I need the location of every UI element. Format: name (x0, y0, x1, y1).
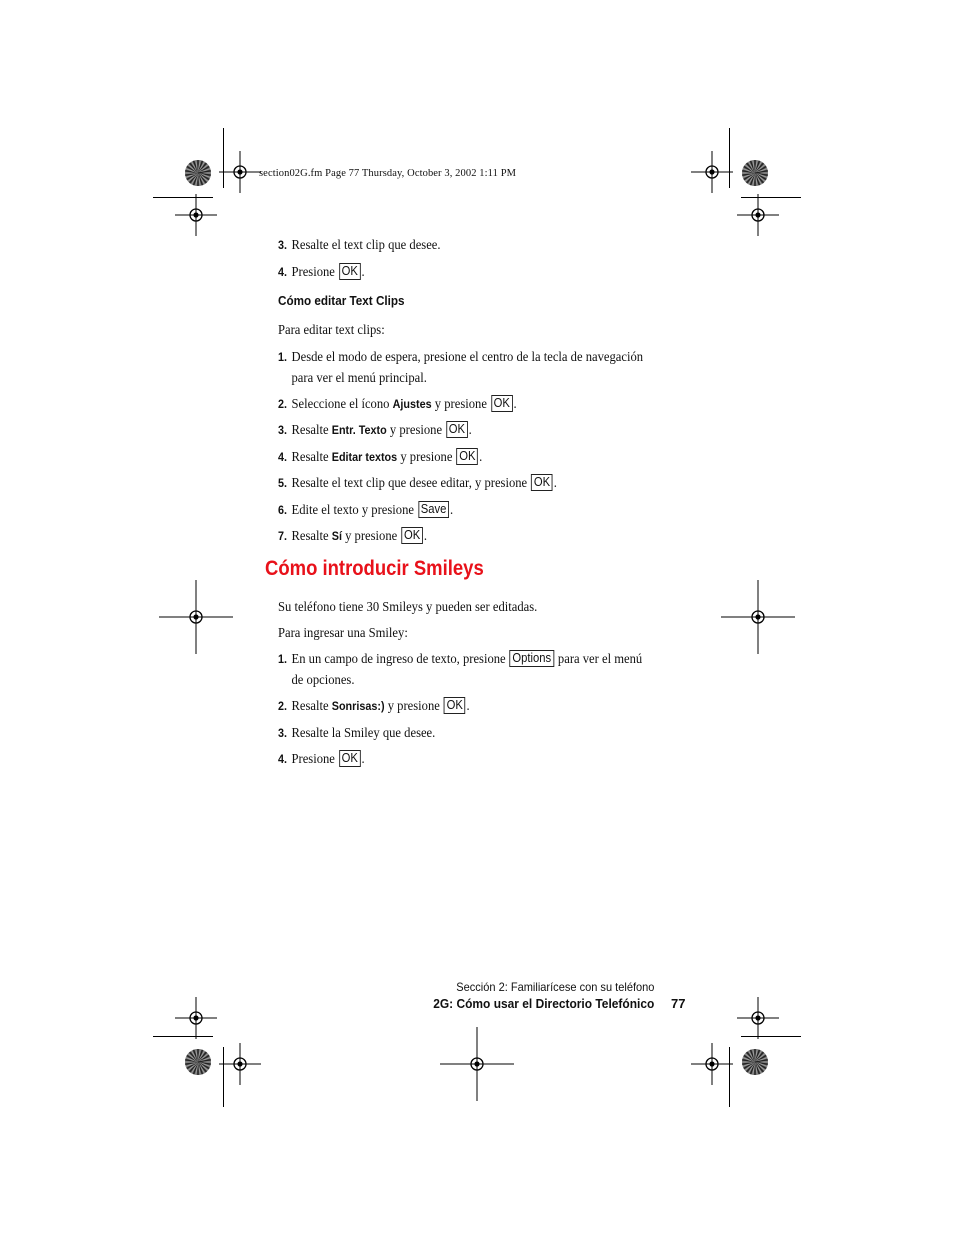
step-text: . (513, 397, 517, 412)
step-text: y presione (384, 699, 444, 714)
step-text: Resalte (291, 529, 332, 544)
step-number: 5. (278, 476, 288, 490)
step-line (278, 652, 642, 667)
step-number: 2. (278, 397, 288, 411)
intro-paragraph: Para ingresar una Smiley: (278, 626, 408, 641)
step-item (278, 749, 365, 771)
options-key: Options (510, 650, 554, 667)
step-number: 7. (278, 529, 288, 543)
footer-chapter-label: 2G: Cómo usar el Directorio Telefónico (432, 996, 654, 1011)
step-line (278, 450, 482, 465)
step-item: 4. Presione OK . (278, 264, 365, 280)
step-text: y presione (386, 423, 446, 438)
step-line (278, 699, 470, 714)
step-text: para ver el menú principal. (291, 370, 427, 386)
menu-item-name: Editar textos (331, 450, 398, 464)
step-text: y presione (341, 529, 401, 544)
ok-key: OK (446, 421, 468, 438)
step-number: 1. (278, 652, 288, 666)
step-item (278, 347, 643, 389)
ok-key: OK (339, 750, 361, 767)
step-line (278, 397, 517, 412)
step-item (278, 420, 472, 442)
step-item (278, 394, 517, 416)
menu-item-name: Sí (331, 529, 342, 543)
step-text: y presione (431, 397, 491, 412)
step-item (278, 723, 435, 745)
menu-item-name: Entr. Texto (331, 423, 387, 437)
save-key: Save (418, 501, 449, 518)
subsection-heading: Cómo editar Text Clips (278, 293, 405, 308)
step-line (278, 423, 472, 438)
step-text: para ver el menú (554, 652, 643, 667)
step-line (278, 529, 427, 544)
step-item (278, 526, 427, 548)
step-text: . (466, 699, 470, 714)
menu-item-name: Ajustes (392, 397, 432, 411)
intro-paragraph: Para editar text clips: (278, 323, 385, 338)
step-text: . (479, 450, 483, 465)
step-text: Resalte el text clip que desee editar, y presione (291, 476, 531, 491)
step-text: Resalte (291, 450, 332, 465)
step-line (278, 503, 453, 518)
step-item: 3. Resalte el text clip que desee. (278, 238, 441, 253)
step-number: 6. (278, 503, 288, 517)
step-line-continued (278, 369, 643, 390)
section-title: Cómo introducir Smileys (265, 557, 484, 580)
footer-section-label: Sección 2: Familiarícese con su teléfono (455, 980, 654, 994)
file-header-stamp: section02G.fm Page 77 Thursday, October 3, 2002 1:11 PM (259, 168, 517, 179)
step-number: 2. (278, 699, 288, 713)
step-text: . (553, 476, 557, 491)
step-line-continued (278, 671, 642, 692)
step-text: Edite el texto y presione (291, 503, 418, 518)
step-text: . (423, 529, 428, 544)
page-number: 77 (671, 996, 686, 1011)
step-number: 1. (278, 350, 288, 364)
step-item (278, 649, 642, 691)
step-text: En un campo de ingreso de texto, presione (291, 652, 509, 667)
step-number: 3. (278, 423, 288, 437)
ok-key: OK (457, 448, 479, 465)
step-number: 3. (278, 726, 288, 740)
ok-key: OK (401, 527, 423, 544)
step-text: Presione (291, 752, 339, 767)
step-text: Resalte (291, 699, 332, 714)
step-number: 4. (278, 450, 288, 464)
step-text: . (468, 423, 472, 438)
ok-key: OK (339, 263, 361, 280)
step-text: y presione (397, 450, 456, 465)
step-item (278, 696, 470, 718)
step-text: Seleccione el ícono (291, 397, 393, 412)
step-text: Resalte (291, 423, 332, 438)
step-line (278, 752, 365, 767)
ok-key: OK (491, 395, 513, 412)
ok-key: OK (531, 474, 553, 491)
step-item (278, 473, 557, 495)
step-text: . (449, 503, 454, 518)
step-text: de opciones. (291, 672, 355, 688)
step-text: . (361, 752, 365, 767)
step-item (278, 500, 453, 522)
intro-paragraph: Su teléfono tiene 30 Smileys y pueden ser editadas. (278, 600, 538, 615)
step-line (278, 726, 435, 741)
step-line (278, 350, 643, 365)
step-number: 4. (278, 752, 288, 766)
ok-key: OK (444, 697, 466, 714)
step-text: Desde el modo de espera, presione el centro de la tecla de navegación (291, 350, 644, 365)
step-text: Resalte la Smiley que desee. (291, 726, 436, 741)
menu-item-name: Sonrisas:) (331, 699, 385, 713)
step-item (278, 447, 482, 469)
step-line (278, 476, 557, 491)
